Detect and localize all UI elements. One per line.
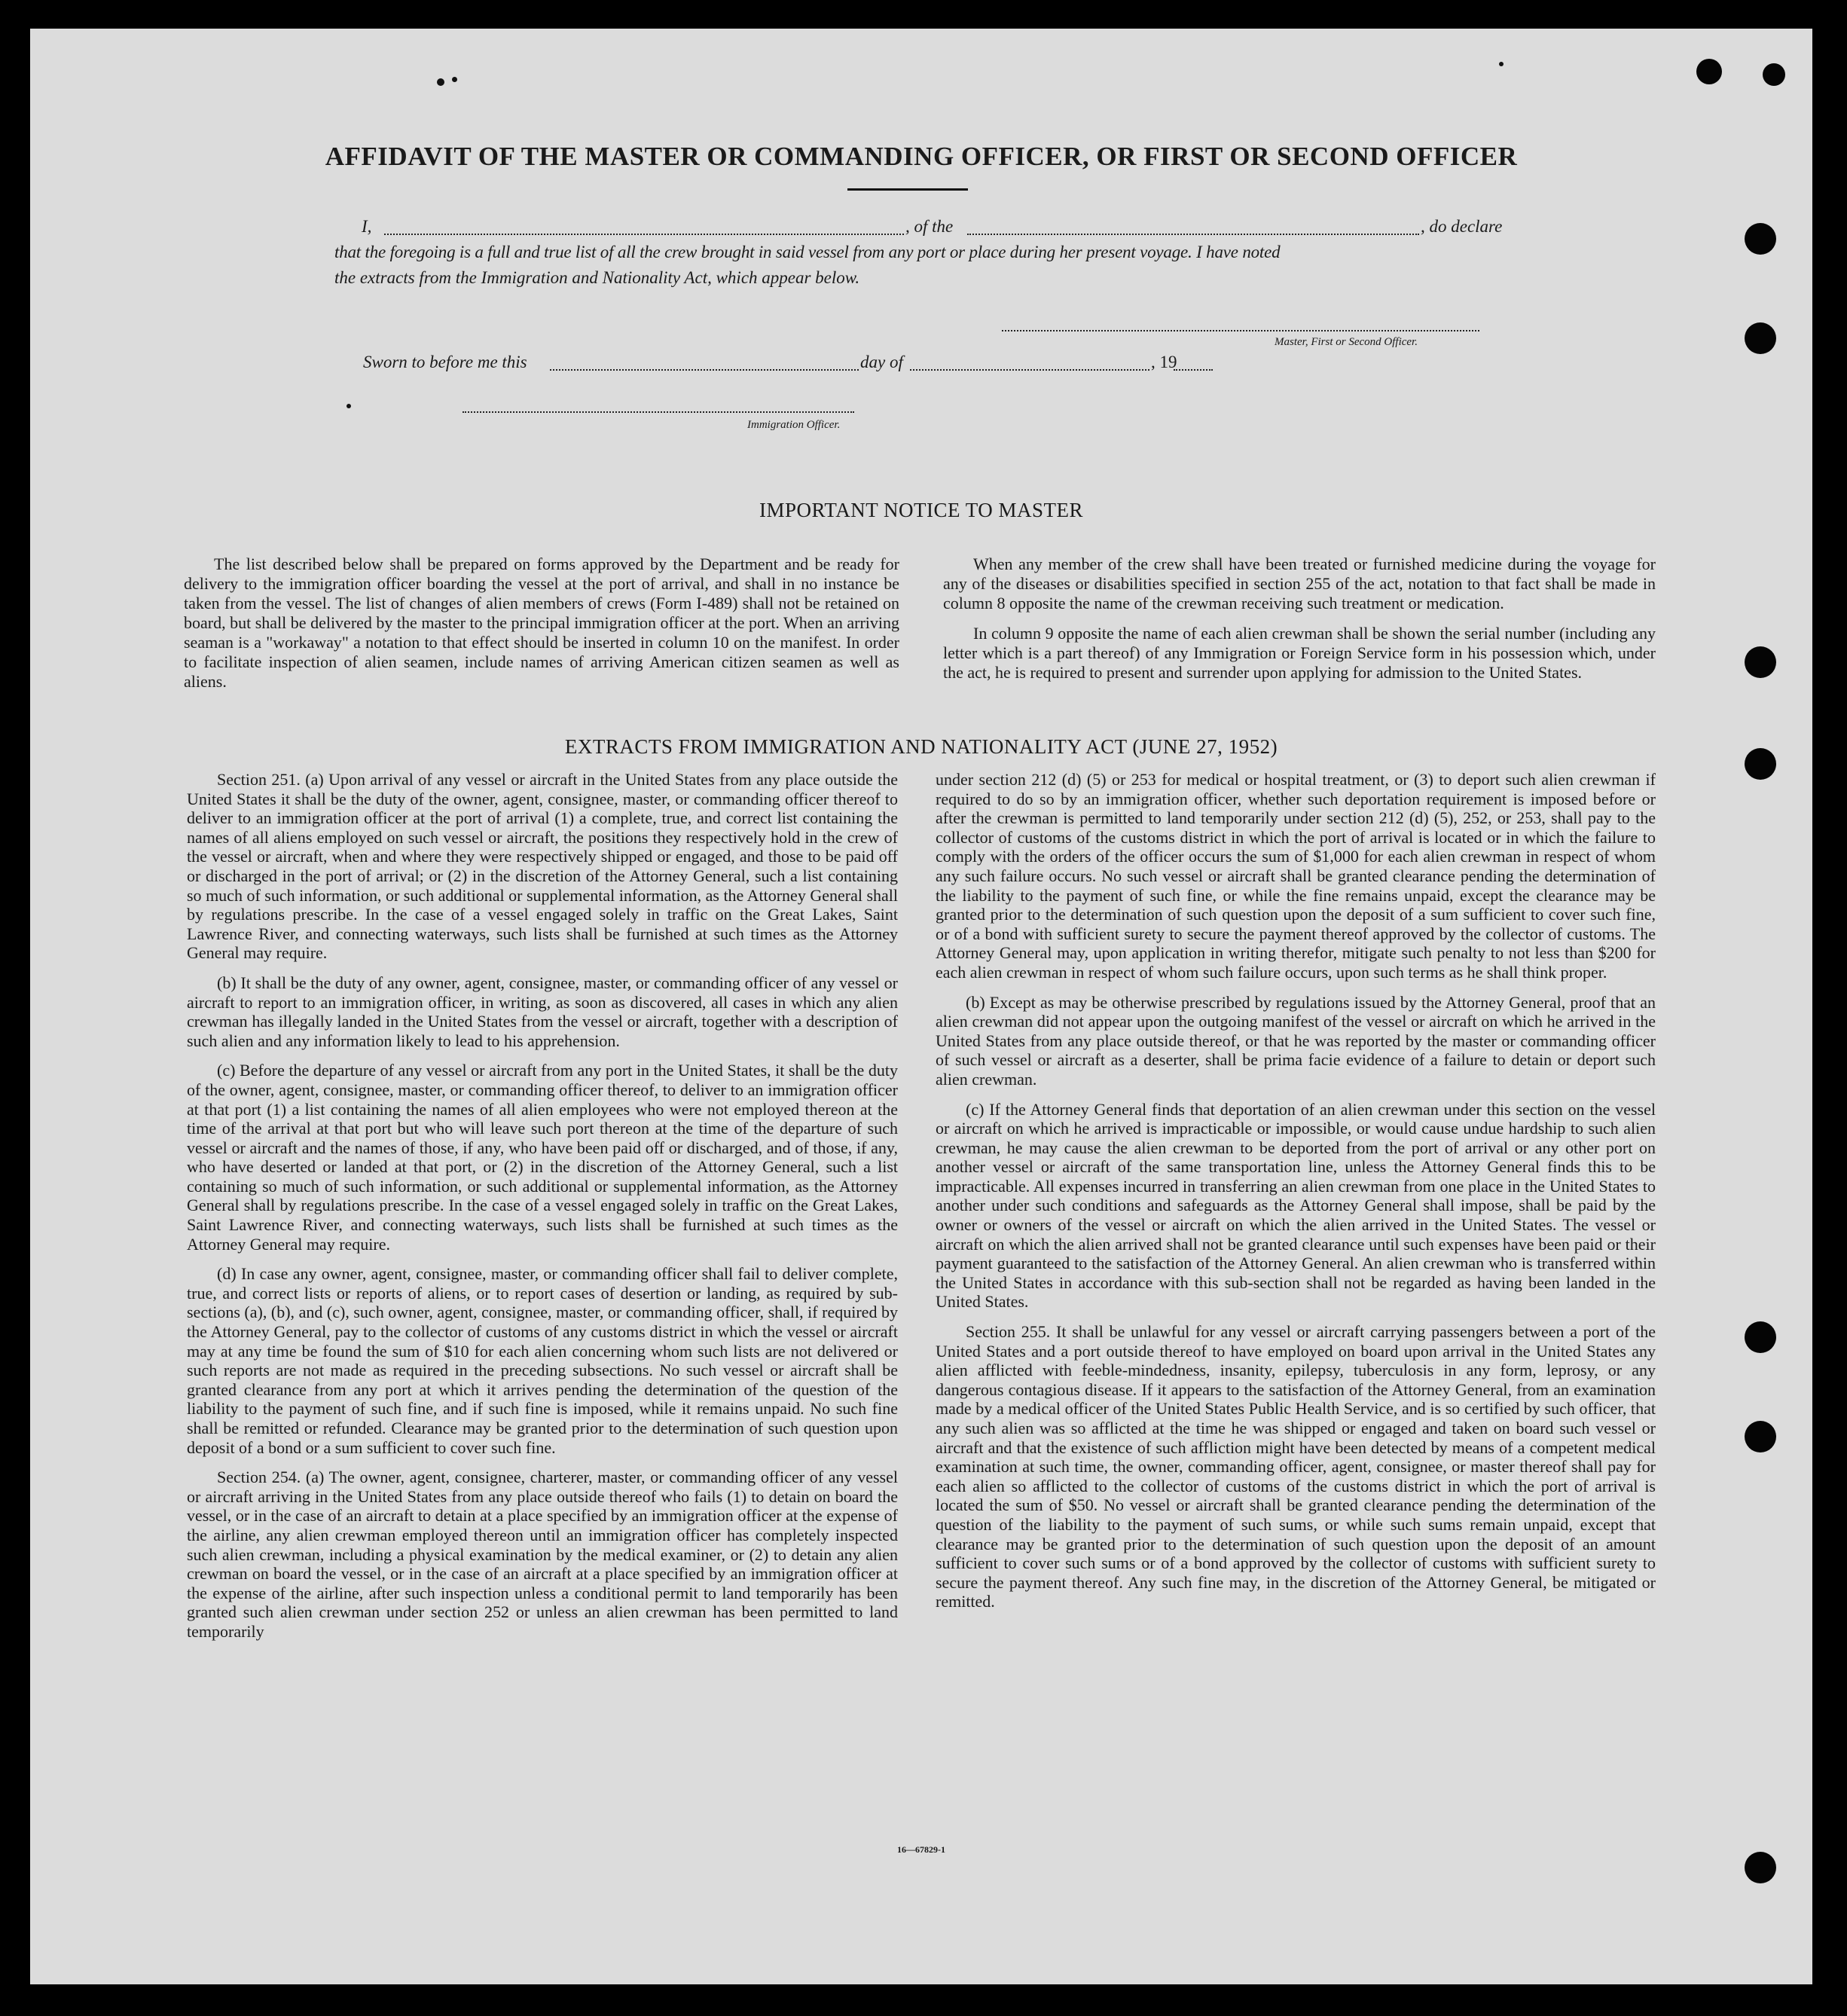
punch-hole-6 (1745, 1421, 1776, 1452)
affidavit-title: AFFIDAVIT OF THE MASTER OR COMMANDING OFFICER, OR FIRST OR SECOND OFFICER (325, 142, 1518, 171)
extract-left-paragraph: Section 254. (a) The owner, agent, consignee, charterer, master, or commanding officer of any vessel or aircraft arriving in the United States from any place outside thereof who fails (1) to detain on board the vessel, or in the case of an aircraft to detain at a place specified by an immigration officer at the expense of the airline, any alien crewman employed thereon until an immigration officer has completely inspected such alien crewman, including a physical examination by the medical examiner, or (2) to detain any alien crewman on board the vessel, or in the case of an aircraft at a place specified by an immigration officer at the expense of the airline, after such inspection unless a conditional permit to land temporarily has been granted such alien crewman under section 252 or unless an alien crewman has been permitted to land temporarily (187, 1468, 898, 1641)
extract-right-paragraph: under section 212 (d) (5) or 253 for medical or hospital treatment, or (3) to deport such alien crewman if required to do so by an immigration officer, whether such deportation requirement is imposed before or after the crewman is permitted to land temporarily under section 212 (d) (5), 252, or 253, shall pay to the collector of customs of the customs district in which the port of arrival is located or in which the failure to comply with the orders of the officer occurs the sum of $1,000 for each alien crewman in respect of whom any such failure occurs. No such vessel or aircraft shall be granted clearance pending the determination of the liability to the payment of such fine, or while the fine remains unpaid, except the clearance may be granted prior to the determination of such question upon the deposit of a sum sufficient to cover such fine, or of a bond with sufficient surety to secure the payment thereof approved by the collector of customs. The Attorney General may, upon application in writing therefor, mitigate such penalty to not less than $200 for each alien crewman in respect of whom such failure occurs, upon such terms as he shall think proper. (936, 770, 1656, 982)
extract-left-paragraph: Section 251. (a) Upon arrival of any vessel or aircraft in the United States from any place outside the United States it shall be the duty of the owner, agent, consignee, master, or commanding officer thereof to deliver to an immigration officer at the port of arrival (1) a complete, true, and correct list containing the names of all aliens employed on such vessel or aircraft, the positions they respectively hold in the crew of the vessel or aircraft, when and where they were respectively shipped or engaged, and those to be paid off or discharged in the port of arrival; or (2) in the discretion of the Attorney General, such a list containing so much of such information, or such additional or supplemental information, as the Attorney General shall by regulations prescribe. In the case of a vessel engaged solely in traffic on the Great Lakes, Saint Lawrence River, and connecting waterways, such lists shall be furnished at such times as the Attorney General may require. (187, 770, 898, 963)
corner-mark-1 (1696, 59, 1722, 84)
affidavit-line-2: that the foregoing is a full and true list of all the crew brought in said vessel from any port or place during her present voyage. I have noted (334, 243, 1281, 261)
punch-hole-3 (1745, 646, 1776, 678)
declare-label: , do declare (1421, 217, 1503, 236)
document-page (30, 29, 1812, 1984)
sworn-day-field[interactable] (550, 369, 859, 371)
notice-left-paragraph: The list described below shall be prepared on forms approved by the Department and be ready for delivery to the immigration officer boarding the vessel at the port of arrival, and shall in no instance be taken from the vessel. The list of changes of alien members of crews (Form I-489) shall not be retained on board, but shall be delivered by the master to the principal immigration officer at the port. When an arriving seaman is a "workaway" a notation to that effect should be inserted in column 10 on the manifest. In order to facilitate inspection of alien seamen, include names of arriving American citizen seamen as well as aliens. (184, 554, 899, 691)
officer-signature-field[interactable] (463, 411, 854, 413)
master-signature-field[interactable] (1002, 330, 1479, 331)
punch-hole-1 (1745, 223, 1776, 255)
speck (437, 78, 444, 86)
notice-right-paragraph-2: In column 9 opposite the name of each alien crewman shall be shown the serial number (including any letter which is a part thereof) of any Immigration or Foreign Service form in his possession which, under the act, he is required to present and surrender upon applying for admission to the United States. (943, 624, 1656, 682)
affidavit-line-3: the extracts from the Immigration and Nationality Act, which appear below. (334, 268, 860, 287)
form-number: 16—67829-1 (897, 1844, 945, 1855)
corner-mark-2 (1763, 63, 1785, 86)
notice-right-column (943, 554, 1656, 693)
master-signature-caption: Master, First or Second Officer. (1275, 336, 1418, 348)
sworn-year-field[interactable] (1174, 369, 1213, 371)
extract-right-paragraph: Section 255. It shall be unlawful for any vessel or aircraft carrying passengers between a port of the United States and a port outside thereof to have employed on board upon arrival in the United States any alien afflicted with feeble-mindedness, insanity, epilepsy, tuberculosis in any form, leprosy, or any dangerous contagious disease. If it appears to the satisfaction of the Attorney General, from an examination made by a medical officer of the United States Public Health Service, and is so certified by such officer, that any such alien was so afflicted at the time he was shipped or engaged and taken on board such vessel or aircraft and that the existence of such affliction might have been detected by means of a competent medical examination at such time, the owner, commanding officer, agent, consignee, or master thereof shall pay for each alien so afflicted to the collector of customs of the customs district in which the port of arrival is located the sum of $50. No vessel or aircraft shall be granted clearance pending the determination of the question of the liability to the payment of such sums, or while such sums remain unpaid, except that clearance may be granted prior to the determination of such question upon the deposit of an amount sufficient to cover such sums or of a bond approved by the collector of customs with sufficient surety to secure the payment thereof. Any such fine may, in the discretion of the Attorney General, be mitigated or remitted. (936, 1322, 1656, 1611)
extract-right-paragraph: (b) Except as may be otherwise prescribed by regulations issued by the Attorney General, proof that an alien crewman did not appear upon the outgoing manifest of the vessel or aircraft on which he arrived in the United States from any place outside thereof, or that he was reported by the master or commanding officer of such vessel or aircraft as a deserter, shall be prima facie evidence of a failure to detain or deport such alien crewman. (936, 992, 1656, 1089)
extracts-right-column (936, 770, 1656, 1622)
day-of-label: day of (860, 353, 903, 371)
vessel-name-field[interactable] (967, 234, 1419, 235)
notice-right-paragraph-1: When any member of the crew shall have been treated or furnished medicine during the voyage for any of the diseases or disabilities specified in section 255 of the act, notation to that fact shall be made in column 8 opposite the name of the crewman receiving such treatment or medication. (943, 554, 1656, 612)
extract-right-paragraph: (c) If the Attorney General finds that deportation of an alien crewman under this section on the vessel or aircraft on which he arrived is impracticable or impossible, or would cause undue hardship to such alien crewman, he may cause the alien crewman to be deported from the port of arrival or any other port on another vessel or aircraft of the same transportation line, unless the Attorney General finds this to be impracticable. All expenses incurred in transferring an alien crewman from one place in the United States to another under such conditions and safeguards as the Attorney General shall impose, shall be paid by the owner or owners of the vessel or aircraft on which the alien arrived in the United States. The vessel or aircraft on which the alien arrived shall not be granted clearance until such expenses have been paid or their payment guaranteed to the satisfaction of the Attorney General. An alien crewman who is transferred within the United States in accordance with this sub-section shall not be regarded as having been landed in the United States. (936, 1099, 1656, 1312)
sworn-label: Sworn to before me this (363, 353, 527, 371)
sworn-month-field[interactable] (910, 369, 1149, 371)
extract-left-paragraph: (b) It shall be the duty of any owner, agent, consignee, master, or commanding officer of any vessel or aircraft to report to an immigration officer, in writing, as soon as discovered, all cases in which any alien crewman has illegally landed in the United States from the vessel or aircraft, together with a description of such alien and any information likely to lead to his apprehension. (187, 973, 898, 1050)
extracts-left-column (187, 770, 898, 1652)
punch-hole-5 (1745, 1321, 1776, 1353)
officer-signature-caption: Immigration Officer. (747, 419, 841, 431)
speck (347, 404, 351, 408)
extract-left-paragraph: (d) In case any owner, agent, consignee, master, or commanding officer shall fail to deliver complete, true, and correct lists or reports of aliens, or to report cases of desertion or landing, as required by sub-sections (a), (b), and (c), such owner, agent, consignee, master, or commanding officer, shall, if required by the Attorney General, pay to the collector of customs of any customs district in which the vessel or aircraft may at any time be found the sum of $10 for each alien concerning whom such lists are not delivered or such reports are not made as required in the preceding subsections. No such vessel or aircraft shall be granted clearance from any port at which it arrives pending the determination of the question of the liability to the payment of such fine, and if such fine is imposed, while it remains unpaid. No such fine shall be remitted or refunded. Clearance may be granted prior to the determination of such question upon deposit of a bond or a sum sufficient to cover such fine. (187, 1264, 898, 1457)
extract-left-paragraph: (c) Before the departure of any vessel or aircraft from any port in the United States, it shall be the duty of the owner, agent, consignee, master, or commanding officer thereof, to deliver to an immigration officer at that port (1) a list containing the names of all alien employees who were not employed thereon at the time of the arrival at that port but who will leave such port thereon at the time of the departure of such vessel or aircraft and the names of those, if any, who have been paid off or discharged, and of those, if any, who have deserted or landed at that port, or (2) in the discretion of the Attorney General, such a list containing so much of such information, or such additional or supplemental information, as the Attorney General shall by regulations prescribe. In the case of a vessel engaged solely in traffic on the Great Lakes, Saint Lawrence River, and connecting waterways, such lists shall be furnished at such times as the Attorney General may require. (187, 1061, 898, 1254)
punch-hole-2 (1745, 322, 1776, 354)
speck (1499, 62, 1504, 66)
extracts-title: EXTRACTS FROM IMMIGRATION AND NATIONALITY ACT (JUNE 27, 1952) (564, 735, 1278, 758)
title-divider (847, 188, 968, 191)
speck (452, 77, 457, 82)
vessel-of-label: , of the (905, 217, 954, 236)
declarant-label: I, (362, 217, 372, 236)
punch-hole-7 (1745, 1852, 1776, 1883)
notice-title: IMPORTANT NOTICE TO MASTER (759, 499, 1083, 521)
declarant-name-field[interactable] (384, 234, 904, 235)
year-label: , 19 (1151, 353, 1177, 371)
notice-left-column (184, 554, 899, 702)
